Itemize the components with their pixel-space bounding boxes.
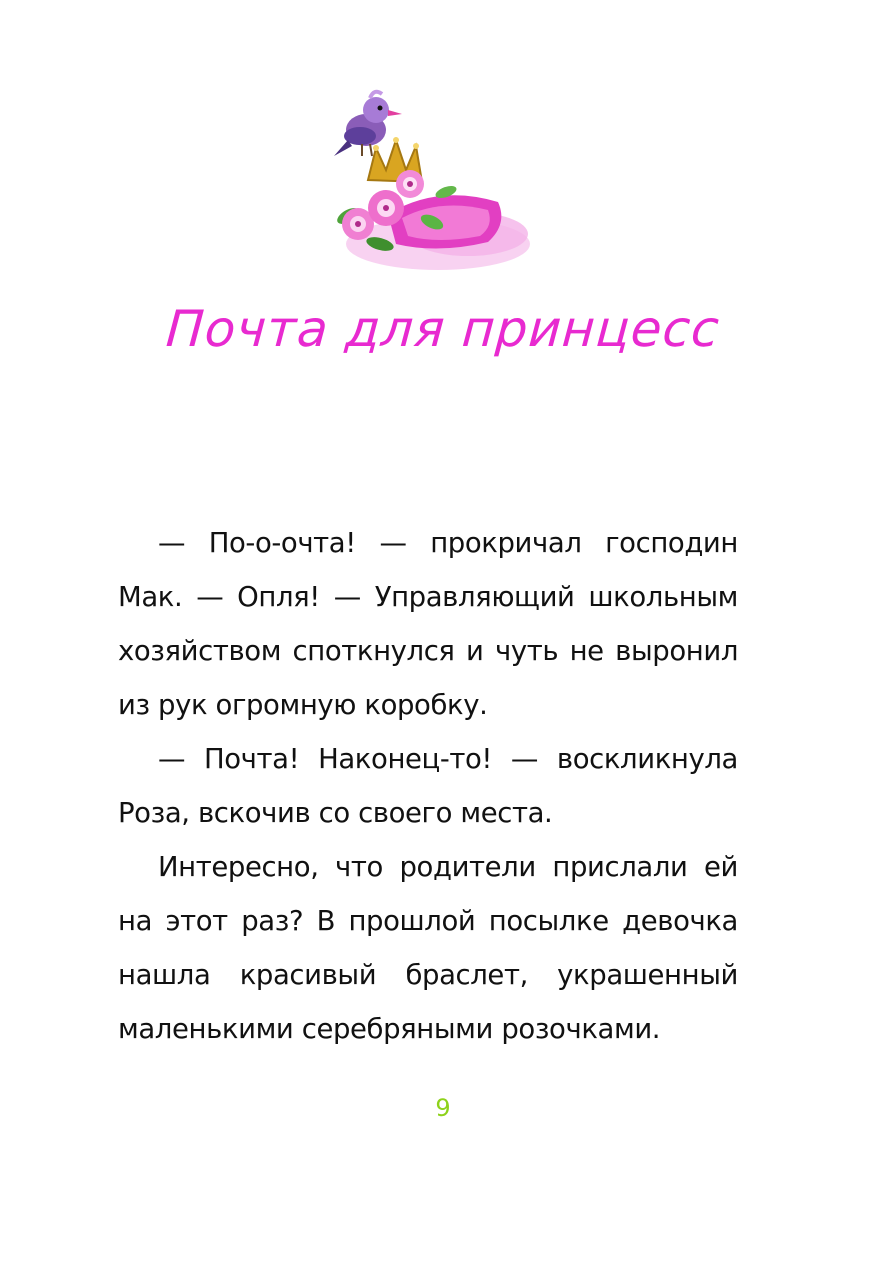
page-number: 9: [435, 1094, 451, 1122]
bird-crown-flowers-illustration: [318, 84, 532, 280]
paragraph: Интересно, что родители прислали ей на этот раз? В прошлой посылке девочка нашла красивый браслет, украшенный маленькими серебряными розочками.: [118, 851, 738, 1045]
chapter-title: Почта для принцесс: [164, 300, 722, 358]
chapter-text: [118, 516, 738, 1056]
paragraph: — По-о-очта! — прокричал господин Мак. — Опля! — Управляющий школьным хозяйством споткнулся и чуть не выронил из рук огромную коробку.: [118, 527, 738, 721]
paragraph: — Почта! Наконец-то! — воскликнула Роза, вскочив со своего места.: [118, 743, 738, 829]
